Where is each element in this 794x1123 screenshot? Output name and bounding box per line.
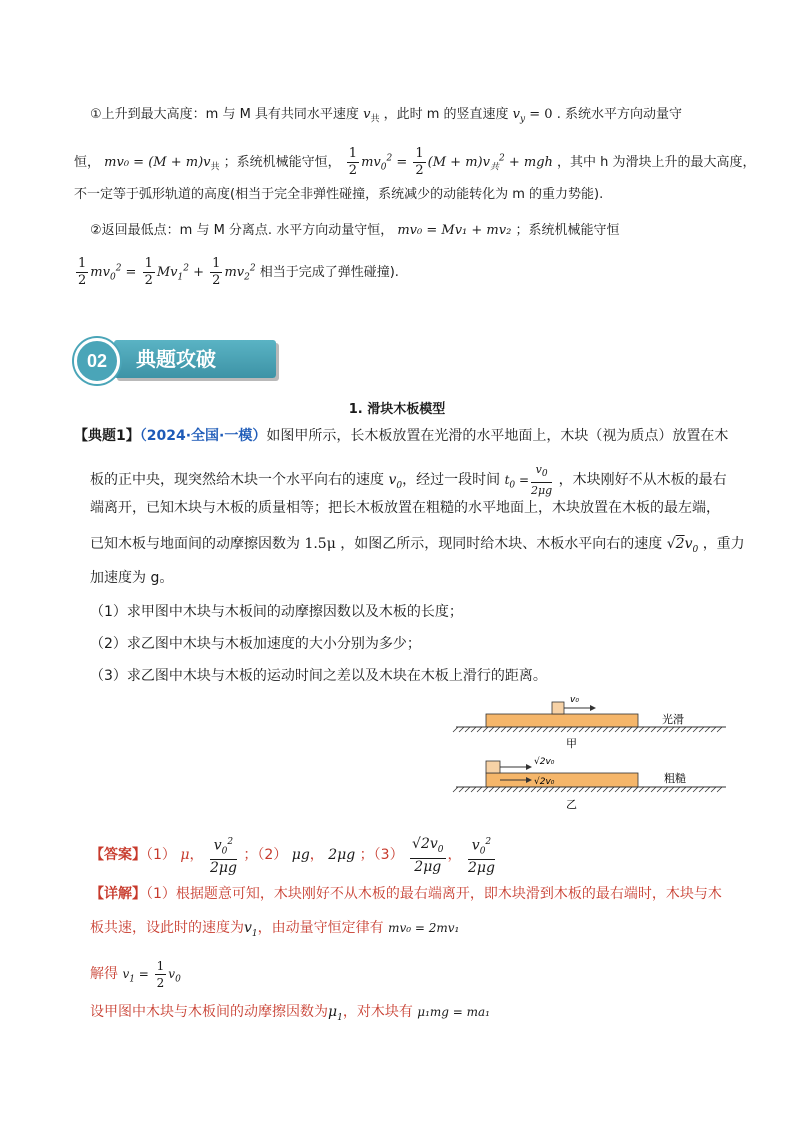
hatch-line (465, 727, 470, 732)
problem-text: ，木块刚好不从木板的最右 (558, 472, 727, 489)
hatch-line (567, 787, 572, 792)
problem-text: 已知木板与地面间的动摩擦因数为 (90, 536, 300, 552)
hatch-line (507, 727, 512, 732)
energy-formula-2: $\frac{1}{2}$ $mv_0^2$ = $\frac{1}{2}$ $Mv_1^2$ + $\frac{1}{2}$ $mv_2^2$ (78, 256, 256, 288)
problem-line-3: 端离开，已知木块与木板的质量相等；把长木板放置在粗糙的水平地面上，木块放置在木板的最左端， (90, 500, 720, 516)
subheading: 1. 滑块木板模型 (348, 402, 446, 417)
hatch-line (477, 727, 482, 732)
hatch-line (531, 787, 536, 792)
hatch-line (585, 787, 590, 792)
answer-tag: 【答案】 (90, 847, 146, 864)
velocity-label-board: √2v₀ (534, 777, 555, 787)
detail-line-2: 板共速，设此时的速度为$v_1$，由动量守恒定律有 mv₀ = 2mv₁ (90, 920, 460, 939)
hatch-line (591, 727, 596, 732)
hatch-line (561, 787, 566, 792)
hatch-line (627, 787, 632, 792)
hatch-line (711, 727, 716, 732)
hatch-line (669, 787, 674, 792)
detail-text: ，由动量守恒定律有 (257, 920, 384, 936)
hatch-line (627, 727, 632, 732)
intro-line-3: 不一定等于弧形轨道的高度(相当于完全非弹性碰撞，系统减少的动能转化为 m 的重力势能). (74, 187, 604, 202)
hatch-line (699, 727, 704, 732)
answer-text: ；（2） (243, 847, 288, 864)
board-figure (450, 690, 730, 818)
hatch-line (453, 787, 458, 792)
problem-text: ，重力 (702, 536, 745, 552)
intro-line-2 (74, 146, 756, 179)
intro-line-1 (90, 106, 682, 129)
question-2: （2）求乙图中木块与木板加速度的大小分别为多少； (90, 636, 421, 652)
intro-text: . 系统水平方向动量守 (556, 107, 682, 122)
intro-text: ①上升到最大高度：m 与 M 具有共同水平速度 (90, 107, 359, 122)
hatch-line (597, 787, 602, 792)
hatch-line (537, 727, 542, 732)
formula: mv₀ = 2mv₁ (388, 921, 460, 935)
hatch-line (645, 727, 650, 732)
hatch-line (573, 787, 578, 792)
detail-line-1 (90, 884, 722, 904)
section-number: 02 (74, 338, 120, 384)
hatch-line (519, 727, 524, 732)
formula: μ (180, 847, 190, 864)
problem-text: ，经过一段时间 (402, 472, 501, 489)
hatch-line (483, 787, 488, 792)
formula: 共 (370, 114, 380, 125)
hatch-line (495, 727, 500, 732)
ground-hatch-yi (453, 787, 722, 792)
problem-text: ，如图乙所示，现同时给木块、木板水平向右的速度 (340, 536, 663, 552)
hatch-line (579, 787, 584, 792)
hatch-line (555, 787, 560, 792)
intro-line-4 (90, 222, 619, 240)
answer-text: ；（3） (359, 847, 404, 864)
hatch-line (687, 787, 692, 792)
hatch-line (657, 787, 662, 792)
hatch-line (615, 787, 620, 792)
hatch-line (495, 787, 500, 792)
hatch-line (603, 727, 608, 732)
detail-tag: 【详解】 (90, 886, 146, 902)
hatch-line (465, 787, 470, 792)
hatch-line (453, 727, 458, 732)
formula: v (363, 107, 371, 122)
formula: 2μg (328, 847, 356, 864)
hatch-line (615, 727, 620, 732)
hatch-line (663, 727, 668, 732)
detail-text: 设甲图中木块与木板间的动摩擦因数为 (90, 1004, 328, 1020)
hatch-line (513, 727, 518, 732)
label-jia: 甲 (566, 737, 577, 750)
answer-text: （1） (146, 847, 176, 864)
formula: μ₁mg = ma₁ (417, 1005, 490, 1019)
hatch-line (567, 727, 572, 732)
hatch-line (459, 727, 464, 732)
hatch-line (681, 787, 686, 792)
question-1: （1）求甲图中木块与木板间的动摩擦因数以及木板的长度； (90, 604, 463, 620)
hatch-line (717, 727, 722, 732)
hatch-line (489, 727, 494, 732)
hatch-line (717, 787, 722, 792)
problem-text: 板的正中央，现突然给木块一个水平向右的速度 (90, 472, 384, 489)
hatch-line (591, 787, 596, 792)
problem-text: 如图甲所示，长木板放置在光滑的水平地面上，木块（视为质点）放置在木 (266, 428, 729, 444)
hatch-line (489, 787, 494, 792)
hatch-line (651, 787, 656, 792)
hatch-line (543, 787, 548, 792)
detail-line-3: 解得 $v_1$ = $\frac{1}{2}$ $v_0$ (90, 959, 181, 990)
hatch-line (621, 727, 626, 732)
hatch-line (597, 727, 602, 732)
hatch-line (531, 727, 536, 732)
block-jia (552, 702, 564, 714)
detail-line-4: 设甲图中木块与木板间的动摩擦因数为$\mu_1$，对木块有 μ₁mg = ma₁ (90, 1004, 490, 1023)
detail-text: 板共速，设此时的速度为 (90, 920, 244, 936)
hatch-line (639, 727, 644, 732)
hatch-line (705, 787, 710, 792)
formula: 1.5μ (304, 536, 336, 552)
hatch-line (525, 787, 530, 792)
intro-text: 相当于完成了弹性碰撞). (259, 265, 399, 280)
hatch-line (555, 727, 560, 732)
hatch-line (639, 787, 644, 792)
formula: 共 (210, 162, 220, 173)
hatch-line (501, 727, 506, 732)
hatch-line (525, 727, 530, 732)
problem-line-4: 已知木板与地面间的动摩擦因数为 1.5μ ，如图乙所示，现同时给木块、木板水平向右的速度 $√2v_0$ ，重力 (90, 536, 745, 555)
velocity-label-block: √2v₀ (534, 757, 555, 767)
detail-text: （1）根据题意可知，木块刚好不从木板的最右端离开，即木块滑到木板的最右端时，木块与木 (146, 886, 722, 902)
hatch-line (633, 727, 638, 732)
problem-line-5: 加速度为 g。 (90, 570, 174, 586)
hatch-line (549, 727, 554, 732)
section-title: 典题攻破 (114, 340, 276, 378)
detail-text: 解得 (90, 966, 118, 982)
arrow-head-icon (590, 705, 596, 711)
hatch-line (471, 727, 476, 732)
hatch-line (705, 727, 710, 732)
problem-tag: 【典题1】 (74, 428, 140, 444)
hatch-line (519, 787, 524, 792)
arrow-head-icon (526, 764, 532, 770)
formula: mv₀ = Mv₁ + mv₂ (397, 223, 512, 238)
formula: μg (291, 847, 310, 864)
formula: mv₀ = (M + m)v (104, 155, 211, 170)
hatch-line (483, 727, 488, 732)
hatch-line (693, 727, 698, 732)
hatch-line (621, 787, 626, 792)
board-jia (486, 714, 638, 727)
intro-text: ；系统机械能守恒 (515, 223, 620, 238)
hatch-line (675, 727, 680, 732)
problem-line-2: 板的正中央，现突然给木块一个水平向右的速度 $v_0$，经过一段时间 $t_0$ = $\frac{v_0}{2\mu g}$ ，木块刚好不从木板的最右 (90, 463, 727, 498)
intro-line-5 (74, 256, 399, 289)
hatch-line (543, 727, 548, 732)
hatch-line (549, 787, 554, 792)
block-yi (486, 761, 500, 773)
hatch-line (663, 787, 668, 792)
hatch-line (513, 787, 518, 792)
intro-text: 恒， (74, 155, 101, 170)
label-rough: 粗糙 (664, 772, 686, 785)
label-yi: 乙 (566, 798, 577, 811)
hatch-line (657, 727, 662, 732)
intro-text: ，此时 m 的竖直速度 (383, 107, 509, 122)
hatch-line (459, 787, 464, 792)
detail-text: ，对木块有 (342, 1004, 413, 1020)
hatch-line (579, 727, 584, 732)
hatch-line (699, 787, 704, 792)
hatch-line (675, 787, 680, 792)
hatch-line (711, 787, 716, 792)
hatch-line (501, 787, 506, 792)
problem-source: （2024·全国·一模） (139, 428, 267, 444)
intro-text: ；系统机械能守恒， (223, 155, 341, 170)
hatch-line (477, 787, 482, 792)
label-smooth: 光滑 (662, 713, 684, 726)
formula: y (520, 114, 526, 125)
hatch-line (609, 727, 614, 732)
problem-line-1 (74, 426, 728, 446)
intro-text: ，其中 h 为滑块上升的最大高度， (557, 155, 756, 170)
hatch-line (471, 787, 476, 792)
formula: v (512, 107, 521, 122)
velocity-label-jia: v₀ (570, 695, 579, 705)
hatch-line (609, 787, 614, 792)
hatch-line (603, 787, 608, 792)
hatch-line (633, 787, 638, 792)
question-3: （3）求乙图中木块与木板的运动时间之差以及木块在木板上滑行的距离。 (90, 668, 547, 684)
hatch-line (681, 727, 686, 732)
hatch-line (651, 727, 656, 732)
intro-text: ②返回最低点：m 与 M 分离点. 水平方向动量守恒， (90, 223, 394, 238)
hatch-line (693, 787, 698, 792)
hatch-line (573, 727, 578, 732)
hatch-line (687, 727, 692, 732)
ground-hatch-jia (453, 727, 722, 732)
formula: = 0 (529, 107, 553, 122)
hatch-line (507, 787, 512, 792)
hatch-line (537, 787, 542, 792)
hatch-line (561, 727, 566, 732)
energy-formula: $\frac{1}{2}$ $mv_0^2$ = $\frac{1}{2}$ $(M + m)v_共^2$ + mgh (348, 146, 558, 178)
hatch-line (645, 787, 650, 792)
hatch-line (669, 727, 674, 732)
answer-line: 【答案】（1） μ， $\frac{v_0^2}{2\mu g}$ ；（2） μg， 2μg ；（3） $\frac{√2v_0}{2\mu g}$ ， $\frac{v_0^2}{2\mu g}$ (90, 835, 495, 877)
hatch-line (585, 727, 590, 732)
